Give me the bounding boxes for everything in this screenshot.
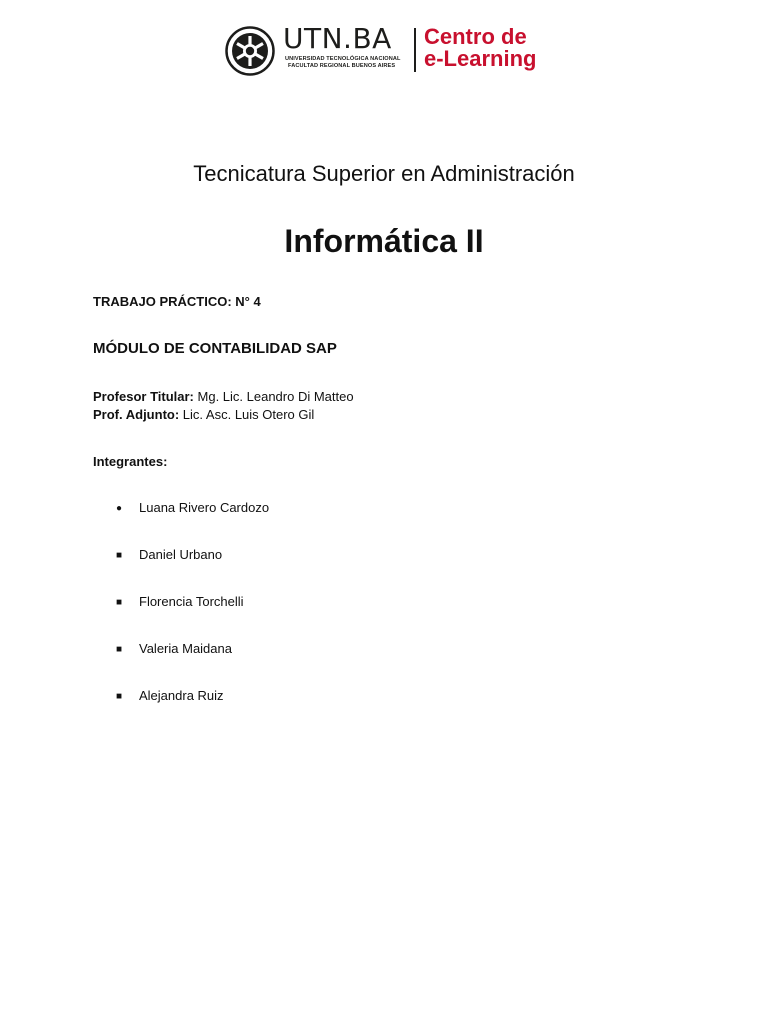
module-title: MÓDULO DE CONTABILIDAD SAP — [93, 340, 337, 357]
logo-university-subtitle — [285, 56, 401, 70]
professor-label: Profesor Titular: — [93, 389, 194, 404]
bullet-icon: ■ — [116, 550, 123, 561]
member-name: Daniel Urbano — [139, 547, 223, 562]
member-item — [116, 499, 516, 518]
member-name: Alejandra Ruiz — [139, 688, 224, 703]
bullet-icon: ■ — [116, 597, 123, 608]
member-name: Valeria Maidana — [139, 641, 232, 656]
member-item — [116, 687, 516, 706]
utn-elearning-logo — [225, 22, 565, 76]
adjunct-line — [93, 406, 354, 424]
professor-name: Mg. Lic. Leandro Di Matteo — [197, 389, 354, 404]
logo-sub-line-1: UNIVERSIDAD TECNOLÓGICA NACIONAL — [285, 56, 401, 62]
bullet-icon: ■ — [116, 644, 123, 655]
members-heading: Integrantes: — [93, 454, 168, 469]
logo-centro-line-2: e-Learning — [424, 46, 537, 71]
adjunct-label: Prof. Adjunto: — [93, 407, 180, 422]
adjunct-name: Lic. Asc. Luis Otero Gil — [182, 407, 315, 422]
member-item — [116, 593, 516, 612]
utn-seal-icon — [225, 26, 275, 76]
logo-divider — [414, 28, 416, 72]
logo-sub-line-2: FACULTAD REGIONAL BUENOS AIRES — [288, 63, 396, 69]
member-name: Luana Rivero Cardozo — [139, 500, 270, 515]
logo-centro-elearning — [424, 26, 536, 70]
career-title: Tecnicatura Superior en Administración — [193, 161, 575, 186]
logo-utn-text: UTN.BA — [283, 22, 392, 55]
member-name: Florencia Torchelli — [139, 594, 244, 609]
logo-centro-line-1: Centro de — [424, 24, 527, 49]
bullet-icon: ● — [116, 503, 123, 514]
member-item — [116, 640, 516, 659]
assignment-number: TRABAJO PRÁCTICO: N° 4 — [93, 294, 261, 309]
professor-line — [93, 388, 354, 406]
faculty-section — [93, 388, 354, 424]
member-item — [116, 546, 516, 565]
bullet-icon: ■ — [116, 691, 123, 702]
subject-title: Informática II — [284, 223, 484, 259]
